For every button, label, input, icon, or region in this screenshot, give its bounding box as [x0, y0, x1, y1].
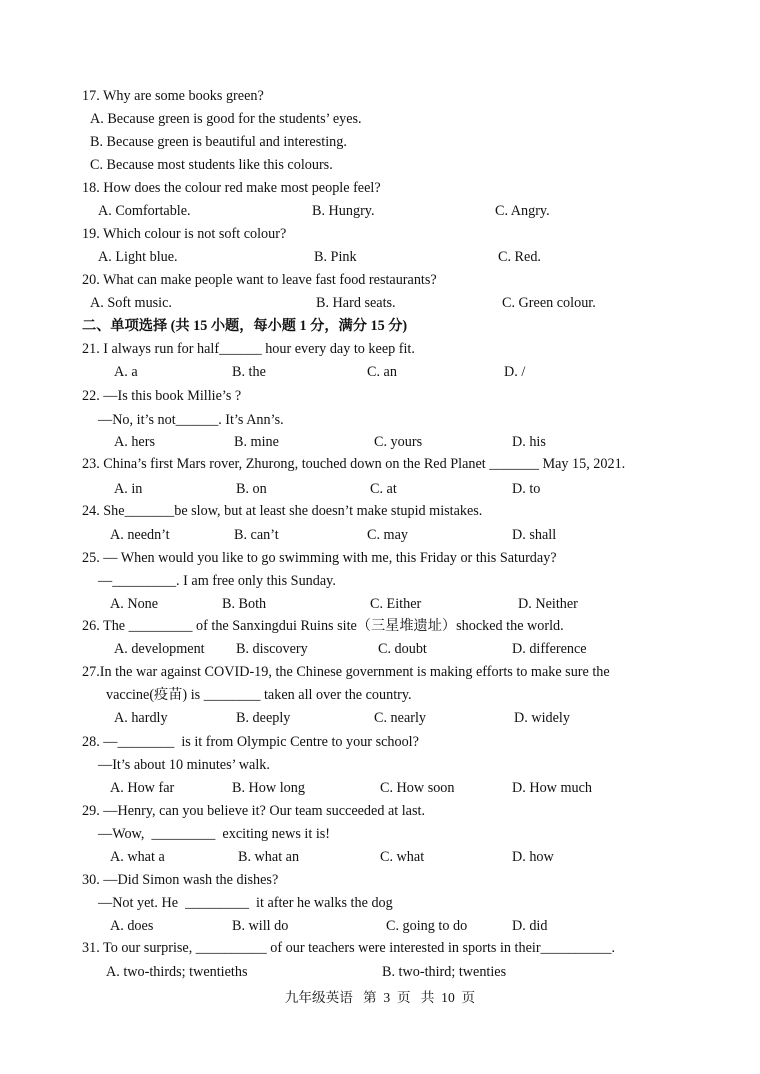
- answer-option: B. Pink: [314, 249, 357, 265]
- answer-option: B. the: [232, 364, 266, 380]
- question-line: 19. Which colour is not soft colour?: [82, 226, 287, 242]
- question-line: —Not yet. He _________ it after he walks the dog: [98, 895, 393, 911]
- answer-option: A. How far: [110, 780, 175, 796]
- answer-option: C. at: [370, 481, 397, 497]
- answer-option: B. Hard seats.: [316, 295, 396, 311]
- answer-option: C. Red.: [498, 249, 541, 265]
- question-line: —_________. I am free only this Sunday.: [98, 573, 336, 589]
- answer-option: C. an: [367, 364, 397, 380]
- answer-option: A. what a: [110, 849, 165, 865]
- answer-option: B. Both: [222, 596, 267, 612]
- answer-option: D. did: [512, 918, 548, 934]
- answer-option: B. deeply: [236, 710, 291, 726]
- answer-option: A. does: [110, 918, 154, 934]
- question-line: —No, it’s not______. It’s Ann’s.: [98, 412, 284, 428]
- question-line: 31. To our surprise, __________ of our teachers were interested in sports in their__________.: [82, 940, 616, 956]
- answer-option: C. going to do: [386, 918, 468, 934]
- answer-option: A. hardly: [114, 710, 168, 726]
- answer-option: A. None: [110, 596, 159, 612]
- question-line: 17. Why are some books green?: [82, 88, 264, 104]
- question-line: vaccine(疫苗) is ________ taken all over the country.: [106, 687, 412, 703]
- answer-option: B. Hungry.: [312, 203, 375, 219]
- question-line: 22. —Is this book Millie’s ?: [82, 388, 242, 404]
- question-line: 24. She_______be slow, but at least she doesn’t make stupid mistakes.: [82, 503, 483, 519]
- answer-option: A. a: [114, 364, 138, 380]
- answer-option: D. difference: [512, 641, 587, 657]
- answer-option: C. doubt: [378, 641, 427, 657]
- answer-option: C. may: [367, 527, 408, 543]
- answer-option: B. mine: [234, 434, 279, 450]
- answer-option: A. Light blue.: [98, 249, 178, 265]
- answer-option: A. two-thirds; twentieths: [106, 964, 248, 980]
- answer-option: D. How much: [512, 780, 592, 796]
- answer-option: A. in: [114, 481, 143, 497]
- question-line: 30. —Did Simon wash the dishes?: [82, 872, 279, 888]
- question-line: 20. What can make people want to leave fast food restaurants?: [82, 272, 437, 288]
- question-line: —It’s about 10 minutes’ walk.: [98, 757, 270, 773]
- section-heading: 二、单项选择 (共 15 小题，每小题 1 分，满分 15 分): [82, 318, 408, 334]
- question-line: 18. How does the colour red make most people feel?: [82, 180, 381, 196]
- question-line: 29. —Henry, can you believe it? Our team succeeded at last.: [82, 803, 425, 819]
- answer-option: A. needn’t: [110, 527, 170, 543]
- answer-option: D. his: [512, 434, 546, 450]
- answer-option: C. what: [380, 849, 425, 865]
- answer-option: A. hers: [114, 434, 155, 450]
- answer-option: B. on: [236, 481, 267, 497]
- answer-option: D. widely: [514, 710, 570, 726]
- answer-option: B. two-third; twenties: [382, 964, 507, 980]
- question-line: A. Because green is good for the students’ eyes.: [90, 111, 362, 127]
- answer-option: C. yours: [374, 434, 423, 450]
- question-line: 21. I always run for half______ hour every day to keep fit.: [82, 341, 415, 357]
- page-footer: 九年级英语 第 3 页 共 10 页: [284, 990, 476, 1005]
- question-line: 28. —________ is it from Olympic Centre to your school?: [82, 734, 419, 750]
- answer-option: B. can’t: [234, 527, 279, 543]
- answer-option: A. development: [114, 641, 205, 657]
- question-line: C. Because most students like this colours.: [90, 157, 333, 173]
- question-line: 27.In the war against COVID-19, the Chinese government is making efforts to make sure the: [82, 664, 610, 680]
- answer-option: D. how: [512, 849, 554, 865]
- answer-option: B. discovery: [236, 641, 308, 657]
- answer-option: C. Either: [370, 596, 422, 612]
- question-line: 25. — When would you like to go swimming with me, this Friday or this Saturday?: [82, 550, 557, 566]
- answer-option: D. /: [504, 364, 526, 380]
- answer-option: C. Angry.: [495, 203, 550, 219]
- answer-option: D. shall: [512, 527, 557, 543]
- answer-option: A. Comfortable.: [98, 203, 191, 219]
- answer-option: B. what an: [238, 849, 300, 865]
- answer-option: D. to: [512, 481, 541, 497]
- answer-option: B. will do: [232, 918, 289, 934]
- answer-option: A. Soft music.: [90, 295, 172, 311]
- answer-option: C. nearly: [374, 710, 427, 726]
- question-line: —Wow, _________ exciting news it is!: [98, 826, 331, 842]
- answer-option: C. Green colour.: [502, 295, 596, 311]
- question-line: 23. China’s first Mars rover, Zhurong, touched down on the Red Planet _______ May 15, 2021.: [82, 456, 626, 472]
- question-line: B. Because green is beautiful and interesting.: [90, 134, 347, 150]
- question-line: 26. The _________ of the Sanxingdui Ruins site（三星堆遗址）shocked the world.: [82, 618, 564, 634]
- answer-option: B. How long: [232, 780, 305, 796]
- answer-option: C. How soon: [380, 780, 455, 796]
- answer-option: D. Neither: [518, 596, 578, 612]
